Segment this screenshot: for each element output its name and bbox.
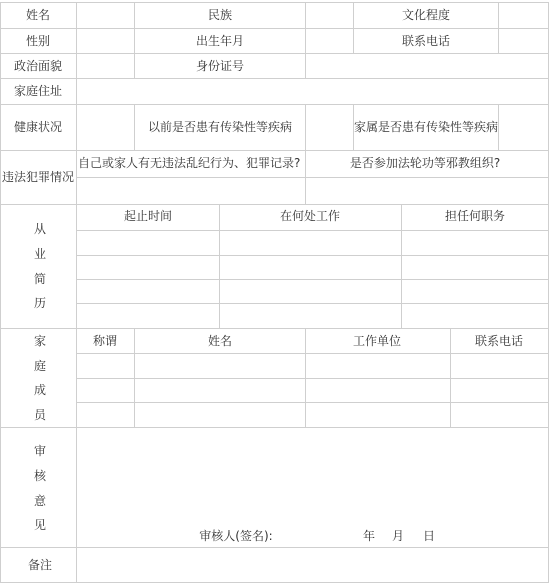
home-address-field[interactable] xyxy=(77,79,548,104)
label-remarks: 备注 xyxy=(27,558,53,572)
label-family-members: 员 xyxy=(33,408,47,422)
id-number-field[interactable] xyxy=(306,54,548,78)
health-status-field[interactable] xyxy=(77,105,134,150)
label-birth-date: 出生年月 xyxy=(195,34,245,48)
header-workplace: 在何处工作 xyxy=(279,209,341,223)
birth-date-field[interactable] xyxy=(306,29,353,53)
review-opinion-field[interactable] xyxy=(77,428,548,523)
header-employer: 工作单位 xyxy=(352,334,402,348)
label-political-status: 政治面貌 xyxy=(13,59,63,73)
header-period: 起止时间 xyxy=(123,209,173,223)
review-month-label: 月 xyxy=(391,529,405,543)
record-question: 自己或家人有无违法乱纪行为、犯罪记录? xyxy=(78,156,301,170)
political-status-field[interactable] xyxy=(77,54,134,78)
label-work-history: 历 xyxy=(33,296,47,310)
reviewer-signature-label: 审核人(签名): xyxy=(199,529,273,543)
past-disease-field[interactable] xyxy=(306,105,353,150)
label-gender: 性别 xyxy=(25,34,51,48)
column-divider xyxy=(353,2,354,54)
label-family-members: 家 xyxy=(33,334,47,348)
label-work-history: 从 xyxy=(33,222,47,236)
label-review: 核 xyxy=(33,469,47,483)
ethnicity-field[interactable] xyxy=(306,3,353,28)
label-education: 文化程度 xyxy=(401,8,451,22)
header-relation: 称谓 xyxy=(92,334,118,348)
label-review: 见 xyxy=(33,518,47,532)
label-health-status: 健康状况 xyxy=(13,120,63,134)
label-work-history: 简 xyxy=(33,272,47,286)
review-year-label: 年 xyxy=(362,529,376,543)
family-member-entries[interactable] xyxy=(77,354,548,427)
header-position: 担任何职务 xyxy=(444,209,506,223)
label-family-members: 成 xyxy=(33,383,47,397)
label-name: 姓名 xyxy=(25,8,51,22)
review-day-label: 日 xyxy=(422,529,436,543)
label-past-disease: 以前是否患有传染性等疾病 xyxy=(147,120,293,134)
label-ethnicity: 民族 xyxy=(207,8,233,22)
name-field[interactable] xyxy=(77,3,134,28)
label-family-disease: 家属是否患有传染性等疾病 xyxy=(353,120,499,134)
family-disease-field[interactable] xyxy=(499,105,548,150)
label-work-history: 业 xyxy=(33,247,47,261)
remarks-field[interactable] xyxy=(77,548,548,582)
record-answer-field[interactable] xyxy=(77,178,305,204)
column-divider xyxy=(134,53,135,79)
table-border-left xyxy=(0,2,1,583)
label-phone: 联系电话 xyxy=(401,34,451,48)
row-divider xyxy=(0,328,549,329)
cult-answer-field[interactable] xyxy=(306,178,548,204)
column-divider xyxy=(134,104,135,151)
cult-question: 是否参加法轮功等邪教组织? xyxy=(349,156,501,170)
label-home-address: 家庭住址 xyxy=(13,84,63,98)
education-field[interactable] xyxy=(499,3,548,28)
row-divider xyxy=(0,150,549,151)
row-divider xyxy=(0,204,549,205)
label-family-members: 庭 xyxy=(33,359,47,373)
work-history-entries[interactable] xyxy=(77,231,548,328)
header-member-name: 姓名 xyxy=(207,334,233,348)
table-border-right xyxy=(548,2,549,583)
label-criminal-record: 违法犯罪情况 xyxy=(1,170,75,184)
label-review: 意 xyxy=(33,494,47,508)
column-divider xyxy=(134,2,135,54)
gender-field[interactable] xyxy=(77,29,134,53)
header-member-phone: 联系电话 xyxy=(474,334,524,348)
label-review: 审 xyxy=(33,444,47,458)
table-border-bottom xyxy=(0,582,549,583)
phone-field[interactable] xyxy=(499,29,548,53)
label-id-number: 身份证号 xyxy=(195,59,245,73)
